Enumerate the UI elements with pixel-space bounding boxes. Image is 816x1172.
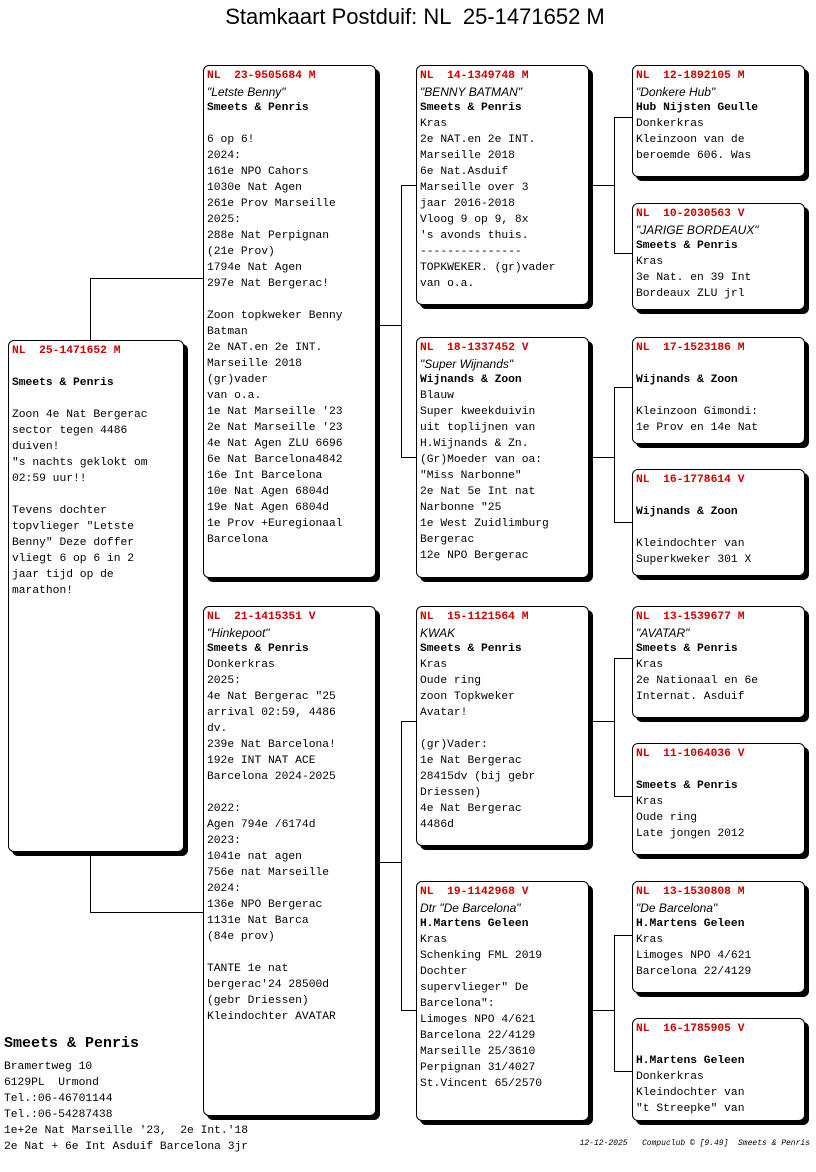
pigeon-card-great-grandparent-6[interactable] — [632, 743, 805, 855]
connector-line — [614, 658, 615, 796]
pigeon-name: "Super Wijnands" — [420, 357, 514, 371]
pigeon-name: "De Barcelona" — [636, 901, 718, 915]
connector-line — [401, 457, 416, 458]
ring-number: NL 10-2030563 V — [636, 208, 745, 220]
ring-number: NL 19-1142968 V — [420, 886, 529, 898]
connector-line — [401, 185, 416, 186]
ring-number: NL 13-1530808 M — [636, 886, 745, 898]
pigeon-description: Kleinzoon Gimondi: 1e Prov en 14e Nat — [636, 406, 759, 434]
pigeon-name: "Letste Benny" — [207, 85, 286, 99]
pigeon-description: Kras Limoges NPO 4/621 Barcelona 22/4129 — [636, 934, 752, 978]
pigeon-name — [636, 1037, 801, 1053]
ring-number: NL 16-1785905 V — [636, 1023, 745, 1035]
pigeon-name: "Hinkepoot" — [207, 626, 270, 640]
pigeon-card-grandfather-maternal[interactable] — [416, 606, 589, 846]
pigeon-card-great-grandparent-8[interactable] — [632, 1018, 805, 1121]
connector-line — [592, 457, 614, 458]
pigeon-description: Zoon 4e Nat Bergerac sector tegen 4486 duiven! "s nachts geklokt om 02:59 uur!! Tevens dochter topvlieger "Letste Benny" Deze doffer vliegt 6 op 6 in 2 jaar tijd op de marathon! — [12, 409, 148, 597]
connector-line — [401, 721, 416, 722]
connector-line — [614, 1071, 632, 1072]
pigeon-name — [636, 356, 801, 372]
pigeon-card-mother[interactable] — [203, 606, 376, 1116]
pigeon-card-great-grandparent-3[interactable] — [632, 337, 805, 444]
connector-line — [614, 935, 632, 936]
breeder-name: Smeets & Penris — [12, 377, 114, 389]
connector-line — [614, 253, 632, 254]
pigeon-name: Dtr "De Barcelona" — [420, 901, 521, 915]
breeder-name: Smeets & Penris — [207, 102, 309, 114]
connector-line — [90, 852, 91, 912]
connector-line — [614, 658, 632, 659]
pigeon-card-subject[interactable] — [8, 340, 184, 852]
connector-line — [614, 522, 632, 523]
pigeon-description: Kras 2e Nationaal en 6e Internat. Asduif — [636, 659, 759, 703]
pigeon-name — [636, 762, 801, 778]
pigeon-card-great-grandparent-7[interactable] — [632, 881, 805, 993]
breeder-name: Wijnands & Zoon — [420, 374, 522, 386]
connector-line — [90, 278, 91, 340]
ring-number: NL 11-1064036 V — [636, 748, 745, 760]
pigeon-description: Kras Oude ring zoon Topkweker Avatar! (gr)Vader: 1e Nat Bergerac 28415dv (bij gebr Driessen) 4e Nat Bergerac 4486d — [420, 659, 536, 831]
connector-line — [379, 862, 401, 863]
pigeon-name: "Donkere Hub" — [636, 85, 716, 99]
breeder-name: H.Martens Geleen — [636, 918, 745, 930]
pigeon-card-grandmother-maternal[interactable] — [416, 881, 589, 1121]
breeder-name: H.Martens Geleen — [636, 1055, 745, 1067]
pigeon-card-grandfather-paternal[interactable] — [416, 65, 589, 305]
ring-number: NL 21-1415351 V — [207, 611, 316, 623]
connector-line — [90, 278, 204, 279]
connector-line — [614, 387, 615, 522]
connector-line — [614, 796, 632, 797]
connector-line — [592, 1010, 614, 1011]
breeder-name: Wijnands & Zoon — [636, 374, 738, 386]
connector-line — [614, 387, 632, 388]
pigeon-description: Kras Schenking FML 2019 Dochter supervlieger" De Barcelona": Limoges NPO 4/621 Barcelona 22/4129 Marseille 25/3610 Perpignan 31/4027 St.Vincent 65/2570 — [420, 934, 543, 1090]
pigeon-description: Donkerkras Kleindochter van "t Streepke" van — [636, 1071, 745, 1115]
ring-number: NL 18-1337452 V — [420, 342, 529, 354]
pigeon-name: "BENNY BATMAN" — [420, 85, 523, 99]
connector-line — [614, 117, 632, 118]
ring-number: NL 25-1471652 M — [12, 345, 121, 357]
pigeon-card-father[interactable] — [203, 65, 376, 578]
breeder-name: H.Martens Geleen — [420, 918, 529, 930]
breeder-name: Wijnands & Zoon — [636, 506, 738, 518]
pigeon-description: Donkerkras 2025: 4e Nat Bergerac "25 arrival 02:59, 4486 dv. 239e Nat Barcelona! 192e INT NAT ACE Barcelona 2024-2025 2022: Agen 794e /6174d 2023: 1041e nat agen 756e nat Marseille 2024: 136e NPO Bergerac 1131e Nat Barca (84e prov) TANTE 1e nat bergerac'24 28500d (gebr Driessen) Kleindochter AVATAR — [207, 659, 336, 1023]
ring-number: NL 16-1778614 V — [636, 474, 745, 486]
page-title: Stamkaart Postduif: NL 25-1471652 M — [225, 4, 605, 29]
breeder-name: Smeets & Penris — [636, 643, 738, 655]
breeder-name: Smeets & Penris — [207, 643, 309, 655]
ring-number: NL 23-9505684 M — [207, 70, 316, 82]
ring-number: NL 12-1892105 M — [636, 70, 745, 82]
footer-contact-info: Bramertweg 10 6129PL Urmond Tel.:06-46701144 Tel.:06-54287438 1e+2e Nat Marseille '23, 2e Int.'18 2e Nat + 6e Int Asduif Barcelona 3jr — [4, 1061, 249, 1153]
breeder-name: Hub Nijsten Geulle — [636, 102, 759, 114]
pigeon-description: Blauw Super kweekduivin uit toplijnen van H.Wijnands & Zn. (Gr)Moeder van oa: "Miss Narbonne" 2e Nat 5e Int nat Narbonne "25 1e West Zuidlimburg Bergerac 12e NPO Bergerac — [420, 390, 549, 562]
pigeon-card-great-grandparent-4[interactable] — [632, 469, 805, 576]
pigeon-name — [636, 488, 801, 504]
connector-line — [614, 935, 615, 1071]
footer-owner-name: Smeets & Penris — [4, 1035, 140, 1052]
pigeon-card-great-grandparent-1[interactable] — [632, 65, 805, 177]
pigeon-description: Donkerkras Kleinzoon van de beroemde 606. Was — [636, 118, 752, 162]
connector-line — [614, 117, 615, 253]
ring-number: NL 14-1349748 M — [420, 70, 529, 82]
pigeon-name: "JARIGE BORDEAUX" — [636, 223, 759, 237]
pigeon-description: 6 op 6! 2024: 161e NPO Cahors 1030e Nat Agen 261e Prov Marseille 2025: 288e Nat Perpignan (21e Prov) 1794e Nat Agen 297e Nat Bergerac! Zoon topkweker Benny Batman 2e NAT.en 2e INT. Marseille 2018 (gr)vader van o.a. 1e Nat Marseille '23 2e Nat Marseille '23 4e Nat Agen ZLU 6696 6e Nat Barcelona4842 16e Int Barcelona 10e Nat Agen 6804d 19e Nat Agen 6804d 1e Prov +Euregionaal Barcelona — [207, 134, 343, 546]
ring-number: NL 15-1121564 M — [420, 611, 529, 623]
connector-line — [401, 1010, 416, 1011]
ring-number: NL 13-1539677 M — [636, 611, 745, 623]
pigeon-description: Kleindochter van Superkweker 301 X — [636, 538, 752, 566]
pigeon-card-great-grandparent-5[interactable] — [632, 606, 805, 718]
pigeon-description: Kras 2e NAT.en 2e INT. Marseille 2018 6e Nat.Asduif Marseille over 3 jaar 2016-2018 Vloog 9 op 9, 8x 's avonds thuis. --------------- TOPKWEKER. (gr)vader van o.a. — [420, 118, 556, 290]
connector-line — [592, 721, 614, 722]
connector-line — [401, 721, 402, 1010]
pigeon-name — [12, 359, 180, 375]
ring-number: NL 17-1523186 M — [636, 342, 745, 354]
pigeon-name: KWAK — [420, 626, 456, 640]
pigeon-card-grandmother-paternal[interactable] — [416, 337, 589, 578]
pigeon-description: Kras Oude ring Late jongen 2012 — [636, 796, 745, 840]
pigeon-description: Kras 3e Nat. en 39 Int Bordeaux ZLU jrl — [636, 256, 752, 300]
connector-line — [379, 325, 401, 326]
pigeon-card-great-grandparent-2[interactable] — [632, 203, 805, 310]
pigeon-name: "AVATAR" — [636, 626, 690, 640]
breeder-name: Smeets & Penris — [636, 240, 738, 252]
breeder-name: Smeets & Penris — [636, 780, 738, 792]
breeder-name: Smeets & Penris — [420, 102, 522, 114]
connector-line — [90, 912, 204, 913]
connector-line — [401, 185, 402, 457]
print-stamp: 12-12-2025 Compuclub © [9.49] Smeets & Penris — [579, 1139, 810, 1148]
breeder-name: Smeets & Penris — [420, 643, 522, 655]
connector-line — [592, 185, 614, 186]
